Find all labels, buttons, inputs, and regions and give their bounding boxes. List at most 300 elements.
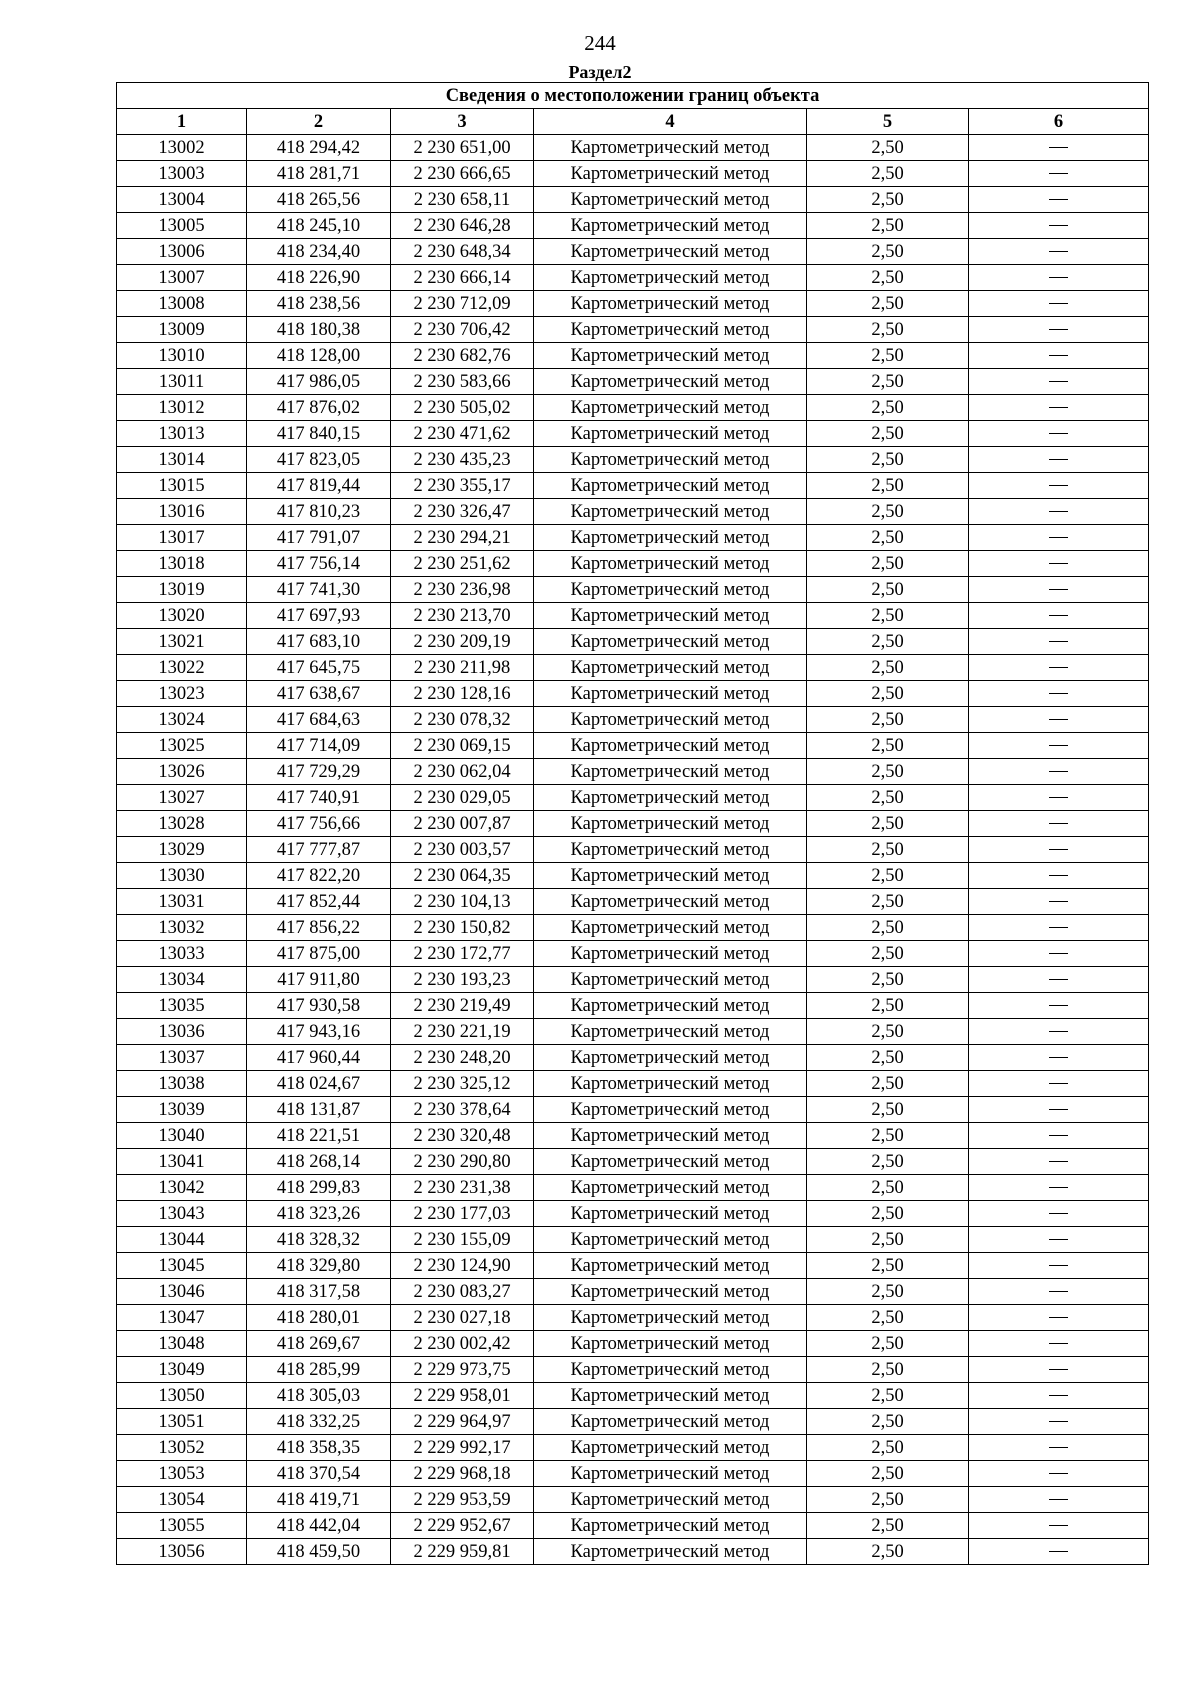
y-coordinate-cell: 2 230 083,27 <box>391 1279 534 1305</box>
x-coordinate-cell: 417 823,05 <box>247 447 391 473</box>
accuracy-cell: 2,50 <box>807 161 969 187</box>
y-coordinate-cell: 2 230 646,28 <box>391 213 534 239</box>
x-coordinate-cell: 418 226,90 <box>247 265 391 291</box>
y-coordinate-cell: 2 230 221,19 <box>391 1019 534 1045</box>
y-coordinate-cell: 2 230 002,42 <box>391 1331 534 1357</box>
accuracy-cell: 2,50 <box>807 421 969 447</box>
x-coordinate-cell: 417 930,58 <box>247 993 391 1019</box>
table-caption: Сведения о местоположении границ объекта <box>117 83 1149 109</box>
x-coordinate-cell: 417 819,44 <box>247 473 391 499</box>
dash-mark <box>1049 1499 1068 1500</box>
y-coordinate-cell: 2 230 325,12 <box>391 1071 534 1097</box>
table-row <box>117 707 1149 733</box>
y-coordinate-cell: 2 230 172,77 <box>391 941 534 967</box>
dash-text <box>1068 682 1069 683</box>
dash-mark <box>1049 849 1068 850</box>
table-row <box>117 1461 1149 1487</box>
description-cell <box>969 1487 1149 1513</box>
dash-text <box>1068 396 1069 397</box>
dash-mark <box>1049 719 1068 720</box>
x-coordinate-cell: 417 822,20 <box>247 863 391 889</box>
dash-text <box>1068 370 1069 371</box>
x-coordinate-cell: 418 265,56 <box>247 187 391 213</box>
dash-text <box>1068 188 1069 189</box>
accuracy-cell: 2,50 <box>807 187 969 213</box>
description-cell <box>969 889 1149 915</box>
y-coordinate-cell: 2 230 128,16 <box>391 681 534 707</box>
y-coordinate-cell: 2 230 003,57 <box>391 837 534 863</box>
y-coordinate-cell: 2 230 651,00 <box>391 135 534 161</box>
dash-text <box>1068 1020 1069 1021</box>
dash-text <box>1068 708 1069 709</box>
x-coordinate-cell: 417 810,23 <box>247 499 391 525</box>
dash-mark <box>1049 927 1068 928</box>
dash-mark <box>1049 303 1068 304</box>
point-number-cell: 13024 <box>117 707 247 733</box>
method-cell: Картометрический метод <box>534 135 807 161</box>
x-coordinate-cell: 418 332,25 <box>247 1409 391 1435</box>
point-number-cell: 13010 <box>117 343 247 369</box>
dash-mark <box>1049 1551 1068 1552</box>
table-row <box>117 941 1149 967</box>
point-number-cell: 13050 <box>117 1383 247 1409</box>
x-coordinate-cell: 417 697,93 <box>247 603 391 629</box>
x-coordinate-cell: 418 442,04 <box>247 1513 391 1539</box>
accuracy-cell: 2,50 <box>807 1357 969 1383</box>
dash-text <box>1068 162 1069 163</box>
dash-text <box>1068 1514 1069 1515</box>
accuracy-cell: 2,50 <box>807 889 969 915</box>
table-row <box>117 811 1149 837</box>
dash-text <box>1068 1254 1069 1255</box>
description-cell <box>969 395 1149 421</box>
point-number-cell: 13007 <box>117 265 247 291</box>
description-cell <box>969 343 1149 369</box>
point-number-cell: 13054 <box>117 1487 247 1513</box>
dash-text <box>1068 1540 1069 1541</box>
description-cell <box>969 863 1149 889</box>
table-row <box>117 863 1149 889</box>
method-cell: Картометрический метод <box>534 395 807 421</box>
x-coordinate-cell: 417 684,63 <box>247 707 391 733</box>
dash-mark <box>1049 1083 1068 1084</box>
table-row <box>117 1409 1149 1435</box>
method-cell: Картометрический метод <box>534 1331 807 1357</box>
dash-text <box>1068 1228 1069 1229</box>
accuracy-cell: 2,50 <box>807 291 969 317</box>
x-coordinate-cell: 417 986,05 <box>247 369 391 395</box>
dash-text <box>1068 838 1069 839</box>
point-number-cell: 13012 <box>117 395 247 421</box>
dash-mark <box>1049 537 1068 538</box>
y-coordinate-cell: 2 230 471,62 <box>391 421 534 447</box>
table-row <box>117 837 1149 863</box>
method-cell: Картометрический метод <box>534 681 807 707</box>
table-row <box>117 759 1149 785</box>
point-number-cell: 13043 <box>117 1201 247 1227</box>
x-coordinate-cell: 417 876,02 <box>247 395 391 421</box>
column-header-6: 6 <box>969 109 1149 135</box>
method-cell: Картометрический метод <box>534 1513 807 1539</box>
dash-mark <box>1049 1265 1068 1266</box>
dash-mark <box>1049 979 1068 980</box>
dash-mark <box>1049 1291 1068 1292</box>
point-number-cell: 13029 <box>117 837 247 863</box>
dash-mark <box>1049 1187 1068 1188</box>
table-body <box>117 135 1149 1565</box>
accuracy-cell: 2,50 <box>807 1227 969 1253</box>
dash-text <box>1068 1436 1069 1437</box>
x-coordinate-cell: 418 024,67 <box>247 1071 391 1097</box>
point-number-cell: 13052 <box>117 1435 247 1461</box>
description-cell <box>969 1253 1149 1279</box>
x-coordinate-cell: 418 221,51 <box>247 1123 391 1149</box>
dash-mark <box>1049 1343 1068 1344</box>
dash-text <box>1068 1306 1069 1307</box>
method-cell: Картометрический метод <box>534 1227 807 1253</box>
table-row <box>117 993 1149 1019</box>
accuracy-cell: 2,50 <box>807 629 969 655</box>
method-cell: Картометрический метод <box>534 603 807 629</box>
description-cell <box>969 1435 1149 1461</box>
point-number-cell: 13045 <box>117 1253 247 1279</box>
method-cell: Картометрический метод <box>534 1409 807 1435</box>
point-number-cell: 13022 <box>117 655 247 681</box>
dash-mark <box>1049 1135 1068 1136</box>
table-row <box>117 681 1149 707</box>
dash-mark <box>1049 1447 1068 1448</box>
dash-mark <box>1049 589 1068 590</box>
dash-mark <box>1049 823 1068 824</box>
x-coordinate-cell: 418 285,99 <box>247 1357 391 1383</box>
point-number-cell: 13039 <box>117 1097 247 1123</box>
method-cell: Картометрический метод <box>534 785 807 811</box>
dash-text <box>1068 734 1069 735</box>
y-coordinate-cell: 2 230 209,19 <box>391 629 534 655</box>
accuracy-cell: 2,50 <box>807 265 969 291</box>
y-coordinate-cell: 2 230 290,80 <box>391 1149 534 1175</box>
point-number-cell: 13018 <box>117 551 247 577</box>
boundary-coordinates-table <box>116 82 1149 1565</box>
method-cell: Картометрический метод <box>534 629 807 655</box>
point-number-cell: 13056 <box>117 1539 247 1565</box>
x-coordinate-cell: 418 329,80 <box>247 1253 391 1279</box>
point-number-cell: 13044 <box>117 1227 247 1253</box>
dash-mark <box>1049 147 1068 148</box>
description-cell <box>969 1201 1149 1227</box>
method-cell: Картометрический метод <box>534 863 807 889</box>
section-title: Раздел2 <box>568 62 632 82</box>
description-cell <box>969 1383 1149 1409</box>
x-coordinate-cell: 418 269,67 <box>247 1331 391 1357</box>
method-cell: Картометрический метод <box>534 1383 807 1409</box>
description-cell <box>969 473 1149 499</box>
x-coordinate-cell: 418 459,50 <box>247 1539 391 1565</box>
method-cell: Картометрический метод <box>534 915 807 941</box>
table-row <box>117 785 1149 811</box>
description-cell <box>969 785 1149 811</box>
dash-text <box>1068 1176 1069 1177</box>
point-number-cell: 13021 <box>117 629 247 655</box>
method-cell: Картометрический метод <box>534 525 807 551</box>
dash-mark <box>1049 199 1068 200</box>
method-cell: Картометрический метод <box>534 343 807 369</box>
point-number-cell: 13028 <box>117 811 247 837</box>
point-number-cell: 13042 <box>117 1175 247 1201</box>
dash-text <box>1068 1384 1069 1385</box>
x-coordinate-cell: 417 741,30 <box>247 577 391 603</box>
x-coordinate-cell: 418 317,58 <box>247 1279 391 1305</box>
column-header-4: 4 <box>534 109 807 135</box>
point-number-cell: 13030 <box>117 863 247 889</box>
accuracy-cell: 2,50 <box>807 1513 969 1539</box>
description-cell <box>969 681 1149 707</box>
y-coordinate-cell: 2 230 682,76 <box>391 343 534 369</box>
dash-text <box>1068 1150 1069 1151</box>
x-coordinate-cell: 417 729,29 <box>247 759 391 785</box>
method-cell: Картометрический метод <box>534 1097 807 1123</box>
dash-mark <box>1049 329 1068 330</box>
accuracy-cell: 2,50 <box>807 1253 969 1279</box>
y-coordinate-cell: 2 230 124,90 <box>391 1253 534 1279</box>
description-cell <box>969 499 1149 525</box>
method-cell: Картометрический метод <box>534 707 807 733</box>
x-coordinate-cell: 417 714,09 <box>247 733 391 759</box>
table-row <box>117 317 1149 343</box>
method-cell: Картометрический метод <box>534 1019 807 1045</box>
dash-text <box>1068 1124 1069 1125</box>
x-coordinate-cell: 418 370,54 <box>247 1461 391 1487</box>
description-cell <box>969 993 1149 1019</box>
y-coordinate-cell: 2 230 378,64 <box>391 1097 534 1123</box>
description-cell <box>969 1357 1149 1383</box>
table-row <box>117 889 1149 915</box>
y-coordinate-cell: 2 230 064,35 <box>391 863 534 889</box>
accuracy-cell: 2,50 <box>807 733 969 759</box>
method-cell: Картометрический метод <box>534 473 807 499</box>
method-cell: Картометрический метод <box>534 811 807 837</box>
accuracy-cell: 2,50 <box>807 1201 969 1227</box>
method-cell: Картометрический метод <box>534 967 807 993</box>
point-number-cell: 13015 <box>117 473 247 499</box>
dash-text <box>1068 630 1069 631</box>
dash-mark <box>1049 1161 1068 1162</box>
description-cell <box>969 629 1149 655</box>
y-coordinate-cell: 2 229 992,17 <box>391 1435 534 1461</box>
description-cell <box>969 421 1149 447</box>
x-coordinate-cell: 418 180,38 <box>247 317 391 343</box>
method-cell: Картометрический метод <box>534 655 807 681</box>
accuracy-cell: 2,50 <box>807 811 969 837</box>
description-cell <box>969 915 1149 941</box>
method-cell: Картометрический метод <box>534 1253 807 1279</box>
method-cell: Картометрический метод <box>534 1045 807 1071</box>
y-coordinate-cell: 2 230 231,38 <box>391 1175 534 1201</box>
accuracy-cell: 2,50 <box>807 863 969 889</box>
table-row <box>117 161 1149 187</box>
description-cell <box>969 317 1149 343</box>
dash-mark <box>1049 563 1068 564</box>
description-cell <box>969 1279 1149 1305</box>
dash-text <box>1068 916 1069 917</box>
dash-text <box>1068 1280 1069 1281</box>
description-cell <box>969 1175 1149 1201</box>
x-coordinate-cell: 417 856,22 <box>247 915 391 941</box>
method-cell: Картометрический метод <box>534 551 807 577</box>
dash-mark <box>1049 173 1068 174</box>
accuracy-cell: 2,50 <box>807 395 969 421</box>
table-row <box>117 187 1149 213</box>
dash-text <box>1068 864 1069 865</box>
dash-mark <box>1049 771 1068 772</box>
dash-mark <box>1049 225 1068 226</box>
dash-text <box>1068 760 1069 761</box>
point-number-cell: 13033 <box>117 941 247 967</box>
x-coordinate-cell: 418 323,26 <box>247 1201 391 1227</box>
description-cell <box>969 707 1149 733</box>
y-coordinate-cell: 2 230 583,66 <box>391 369 534 395</box>
x-coordinate-cell: 417 638,67 <box>247 681 391 707</box>
method-cell: Картометрический метод <box>534 187 807 213</box>
y-coordinate-cell: 2 230 177,03 <box>391 1201 534 1227</box>
point-number-cell: 13031 <box>117 889 247 915</box>
method-cell: Картометрический метод <box>534 317 807 343</box>
method-cell: Картометрический метод <box>534 1435 807 1461</box>
dash-mark <box>1049 797 1068 798</box>
accuracy-cell: 2,50 <box>807 941 969 967</box>
y-coordinate-cell: 2 229 953,59 <box>391 1487 534 1513</box>
point-number-cell: 13011 <box>117 369 247 395</box>
dash-mark <box>1049 901 1068 902</box>
y-coordinate-cell: 2 229 964,97 <box>391 1409 534 1435</box>
dash-text <box>1068 1202 1069 1203</box>
table-row <box>117 525 1149 551</box>
point-number-cell: 13026 <box>117 759 247 785</box>
table-row <box>117 655 1149 681</box>
accuracy-cell: 2,50 <box>807 993 969 1019</box>
description-cell <box>969 1409 1149 1435</box>
accuracy-cell: 2,50 <box>807 681 969 707</box>
description-cell <box>969 1305 1149 1331</box>
description-cell <box>969 577 1149 603</box>
x-coordinate-cell: 418 305,03 <box>247 1383 391 1409</box>
dash-text <box>1068 292 1069 293</box>
description-cell <box>969 655 1149 681</box>
x-coordinate-cell: 418 281,71 <box>247 161 391 187</box>
table-row <box>117 135 1149 161</box>
description-cell <box>969 369 1149 395</box>
table-row <box>117 577 1149 603</box>
table-row <box>117 629 1149 655</box>
accuracy-cell: 2,50 <box>807 837 969 863</box>
method-cell: Картометрический метод <box>534 1487 807 1513</box>
description-cell <box>969 291 1149 317</box>
dash-mark <box>1049 1213 1068 1214</box>
table-row <box>117 499 1149 525</box>
accuracy-cell: 2,50 <box>807 135 969 161</box>
accuracy-cell: 2,50 <box>807 343 969 369</box>
x-coordinate-cell: 418 128,00 <box>247 343 391 369</box>
dash-text <box>1068 318 1069 319</box>
y-coordinate-cell: 2 230 294,21 <box>391 525 534 551</box>
dash-text <box>1068 214 1069 215</box>
table-row <box>117 1149 1149 1175</box>
accuracy-cell: 2,50 <box>807 1435 969 1461</box>
x-coordinate-cell: 418 294,42 <box>247 135 391 161</box>
method-cell: Картометрический метод <box>534 265 807 291</box>
dash-mark <box>1049 875 1068 876</box>
table-row <box>117 473 1149 499</box>
x-coordinate-cell: 417 740,91 <box>247 785 391 811</box>
table-row <box>117 1175 1149 1201</box>
y-coordinate-cell: 2 230 062,04 <box>391 759 534 785</box>
point-number-cell: 13014 <box>117 447 247 473</box>
accuracy-cell: 2,50 <box>807 1383 969 1409</box>
accuracy-cell: 2,50 <box>807 1409 969 1435</box>
method-cell: Картометрический метод <box>534 1201 807 1227</box>
method-cell: Картометрический метод <box>534 161 807 187</box>
x-coordinate-cell: 418 245,10 <box>247 213 391 239</box>
method-cell: Картометрический метод <box>534 577 807 603</box>
dash-text <box>1068 604 1069 605</box>
accuracy-cell: 2,50 <box>807 915 969 941</box>
dash-mark <box>1049 693 1068 694</box>
table-row <box>117 1383 1149 1409</box>
dash-text <box>1068 812 1069 813</box>
dash-mark <box>1049 251 1068 252</box>
dash-text <box>1068 994 1069 995</box>
point-number-cell: 13051 <box>117 1409 247 1435</box>
accuracy-cell: 2,50 <box>807 1539 969 1565</box>
column-header-row <box>117 109 1149 135</box>
y-coordinate-cell: 2 230 078,32 <box>391 707 534 733</box>
description-cell <box>969 265 1149 291</box>
table-row <box>117 1071 1149 1097</box>
description-cell <box>969 1097 1149 1123</box>
accuracy-cell: 2,50 <box>807 1097 969 1123</box>
dash-text <box>1068 1072 1069 1073</box>
dash-mark <box>1049 1421 1068 1422</box>
column-header-1: 1 <box>117 109 247 135</box>
point-number-cell: 13048 <box>117 1331 247 1357</box>
point-number-cell: 13041 <box>117 1149 247 1175</box>
table-row <box>117 1539 1149 1565</box>
accuracy-cell: 2,50 <box>807 707 969 733</box>
dash-text <box>1068 266 1069 267</box>
dash-text <box>1068 1098 1069 1099</box>
point-number-cell: 13047 <box>117 1305 247 1331</box>
dash-mark <box>1049 953 1068 954</box>
x-coordinate-cell: 417 875,00 <box>247 941 391 967</box>
y-coordinate-cell: 2 230 435,23 <box>391 447 534 473</box>
description-cell <box>969 759 1149 785</box>
y-coordinate-cell: 2 230 658,11 <box>391 187 534 213</box>
table-row <box>117 343 1149 369</box>
dash-mark <box>1049 1525 1068 1526</box>
description-cell <box>969 551 1149 577</box>
table-row <box>117 1019 1149 1045</box>
x-coordinate-cell: 418 358,35 <box>247 1435 391 1461</box>
description-cell <box>969 1045 1149 1071</box>
description-cell <box>969 213 1149 239</box>
point-number-cell: 13023 <box>117 681 247 707</box>
dash-mark <box>1049 1395 1068 1396</box>
point-number-cell: 13046 <box>117 1279 247 1305</box>
point-number-cell: 13016 <box>117 499 247 525</box>
y-coordinate-cell: 2 230 666,14 <box>391 265 534 291</box>
point-number-cell: 13032 <box>117 915 247 941</box>
table-row <box>117 1487 1149 1513</box>
